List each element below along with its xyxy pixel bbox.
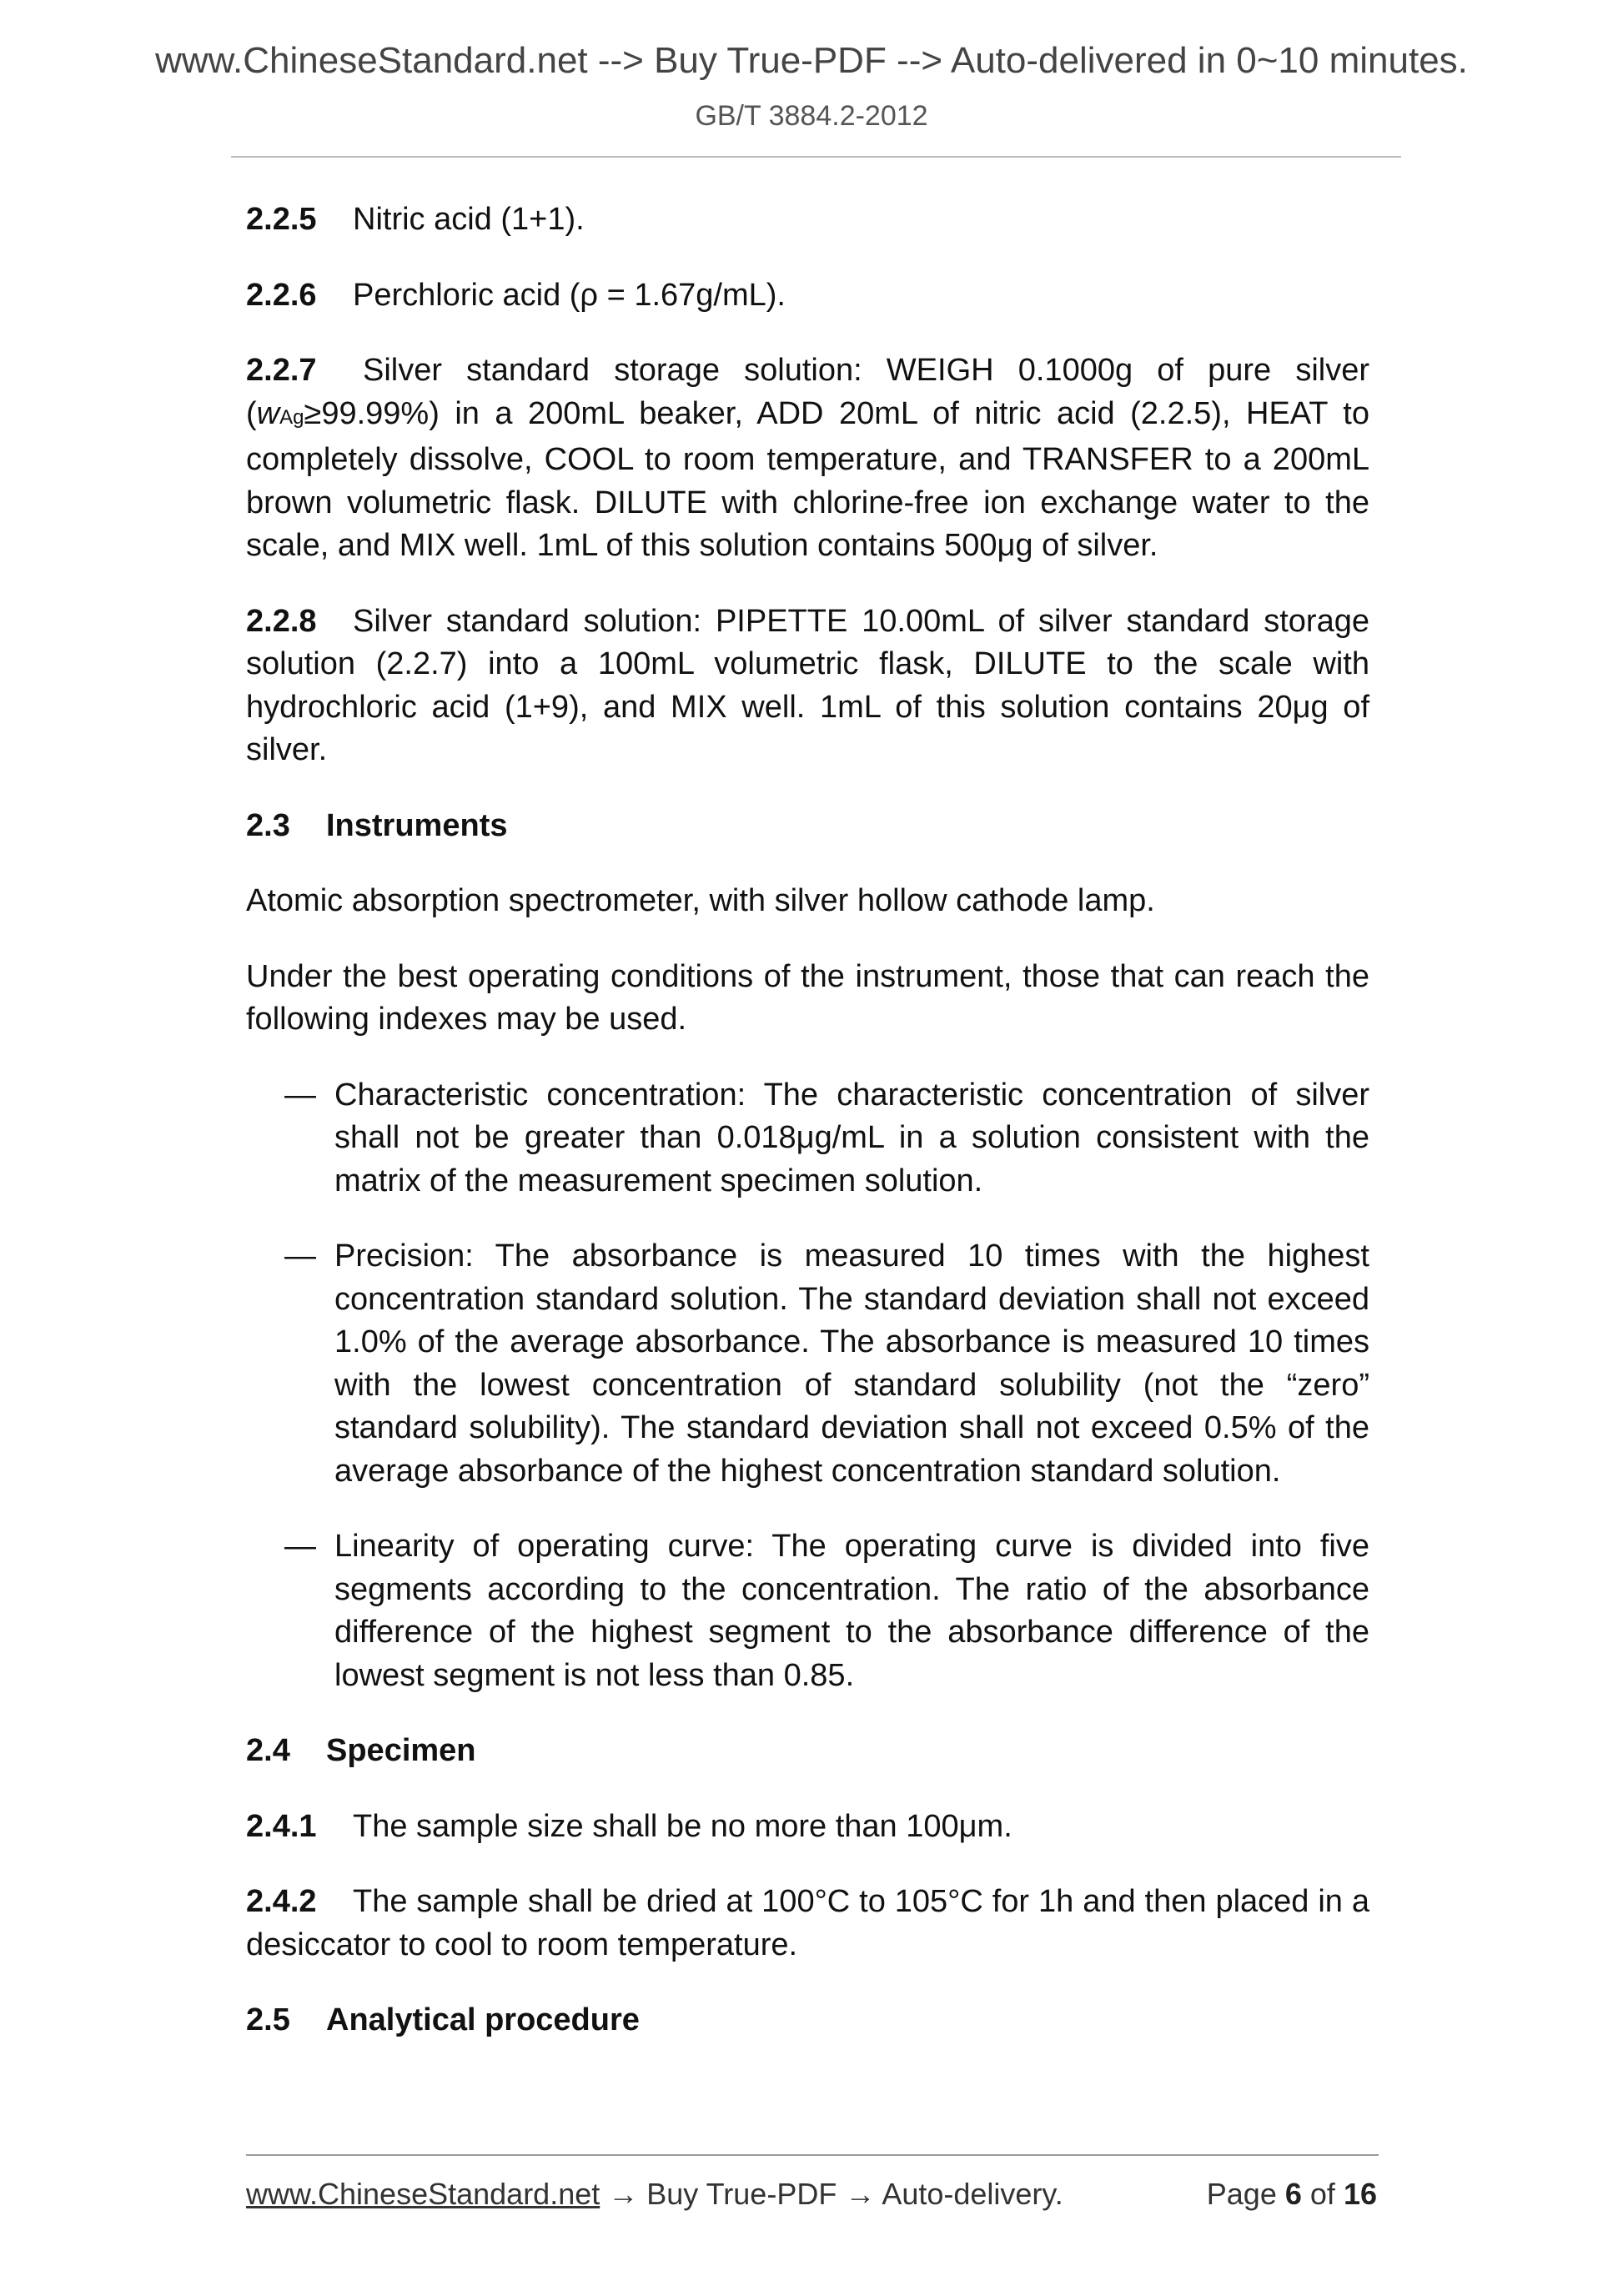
- conditions-paragraph: Under the best operating conditions of the instrument, those that can reach the following indexes may be used.: [246, 958, 1369, 1037]
- document-body: [246, 198, 1369, 2075]
- clause-text: Silver standard storage solution: WEIGH 0.1000g of pure silver (: [246, 353, 1369, 431]
- clause-2-4-1: [246, 1806, 1369, 1849]
- clause-2-2-5: [246, 198, 1369, 242]
- section-number: 2.3: [246, 807, 290, 843]
- clause-number: 2.2.8: [246, 603, 317, 639]
- list-item: [246, 1074, 1369, 1203]
- mass-fraction-subscript: Ag: [279, 405, 304, 429]
- footer-delivery-text: → Buy True-PDF → Auto-delivery.: [600, 2177, 1063, 2211]
- section-2-4-heading: [246, 1730, 1369, 1773]
- section-number: 2.4: [246, 1733, 290, 1768]
- section-title: Analytical procedure: [326, 2002, 640, 2037]
- list-item-text: Characteristic concentration: The characteristic concentration of silver shall not be greater than 0.018μg/mL in a solution consistent with the matrix of the measurement specimen solution.: [334, 1077, 1369, 1198]
- mass-fraction-symbol: w: [256, 395, 280, 431]
- dash-bullet: —: [284, 1238, 316, 1274]
- list-item: [246, 1235, 1369, 1493]
- clause-number: 2.2.7: [246, 353, 317, 388]
- list-item-text: Linearity of operating curve: The operating curve is divided into five segments according to the concentration. The ratio of the absorbance difference of the highest segment to the absorbance difference of the lowest segment is not less than 0.85.: [334, 1529, 1369, 1693]
- clause-2-2-8: [246, 600, 1369, 772]
- clause-text: Silver standard solution: PIPETTE 10.00mL of silver standard storage solution (2.2.7) into a 100mL volumetric flask, DILUTE to the scale with hydrochloric acid (1+9), and MIX well. 1mL of this solution contains 20μg of silver.: [246, 603, 1369, 767]
- clause-number: 2.2.5: [246, 202, 317, 237]
- clause-2-2-7: [246, 349, 1369, 568]
- clause-text-continued: ≥99.99%) in a 200mL beaker, ADD 20mL of nitric acid (2.2.5), HEAT to completely dissolve, COOL to room temperature, and TRANSFER to a 200mL brown volumetric flask. DILUTE with chlorine-free ion exchange water to the scale, and MIX well. 1mL of this solution contains 500μg of silver.: [246, 395, 1369, 563]
- footer-divider: [246, 2154, 1379, 2156]
- clause-number: 2.4.1: [246, 1808, 317, 1844]
- page-number: [1207, 2177, 1377, 2212]
- clause-number: 2.4.2: [246, 1884, 317, 1919]
- clause-2-2-6: [246, 274, 1369, 318]
- header-divider: [231, 156, 1401, 158]
- instrument-paragraph: Atomic absorption spectrometer, with silver hollow cathode lamp.: [246, 883, 1155, 918]
- footer-line: [246, 2177, 1063, 2212]
- standard-code: GB/T 3884.2-2012: [695, 100, 928, 132]
- section-2-5-heading: [246, 1999, 1369, 2042]
- clause-text: Perchloric acid (ρ = 1.67g/mL).: [353, 277, 786, 313]
- dash-bullet: —: [284, 1077, 316, 1113]
- total-pages: 16: [1343, 2177, 1377, 2211]
- clause-text: Nitric acid (1+1).: [353, 202, 585, 237]
- current-page: 6: [1284, 2177, 1302, 2211]
- clause-text: The sample size shall be no more than 100μm.: [353, 1808, 1012, 1844]
- clause-text: The sample shall be dried at 100°C to 105°C for 1h and then placed in a desiccator to cool to room temperature.: [246, 1884, 1369, 1962]
- header-site-line: www.ChineseStandard.net --> Buy True-PDF --> Auto-delivered in 0~10 minutes.: [155, 40, 1468, 81]
- section-number: 2.5: [246, 2002, 290, 2037]
- list-item: [246, 1525, 1369, 1697]
- list-item-text: Precision: The absorbance is measured 10 times with the highest concentration standard solution. The standard deviation shall not exceed 1.0% of the average absorbance. The absorbance is measured 10 times with the lowest concentration of standard solubility (not the “zero” standard solubility). The standard deviation shall not exceed 0.5% of the average absorbance of the highest concentration standard solution.: [334, 1238, 1369, 1489]
- section-2-3-heading: [246, 805, 1369, 848]
- clause-number: 2.2.6: [246, 277, 317, 313]
- clause-2-4-2: [246, 1881, 1369, 1967]
- page-word: Page: [1206, 2177, 1277, 2211]
- section-title: Instruments: [326, 807, 508, 843]
- footer-site-link[interactable]: www.ChineseStandard.net: [246, 2177, 600, 2211]
- dash-bullet: —: [284, 1529, 316, 1564]
- of-word: of: [1309, 2177, 1335, 2211]
- section-title: Specimen: [326, 1733, 476, 1768]
